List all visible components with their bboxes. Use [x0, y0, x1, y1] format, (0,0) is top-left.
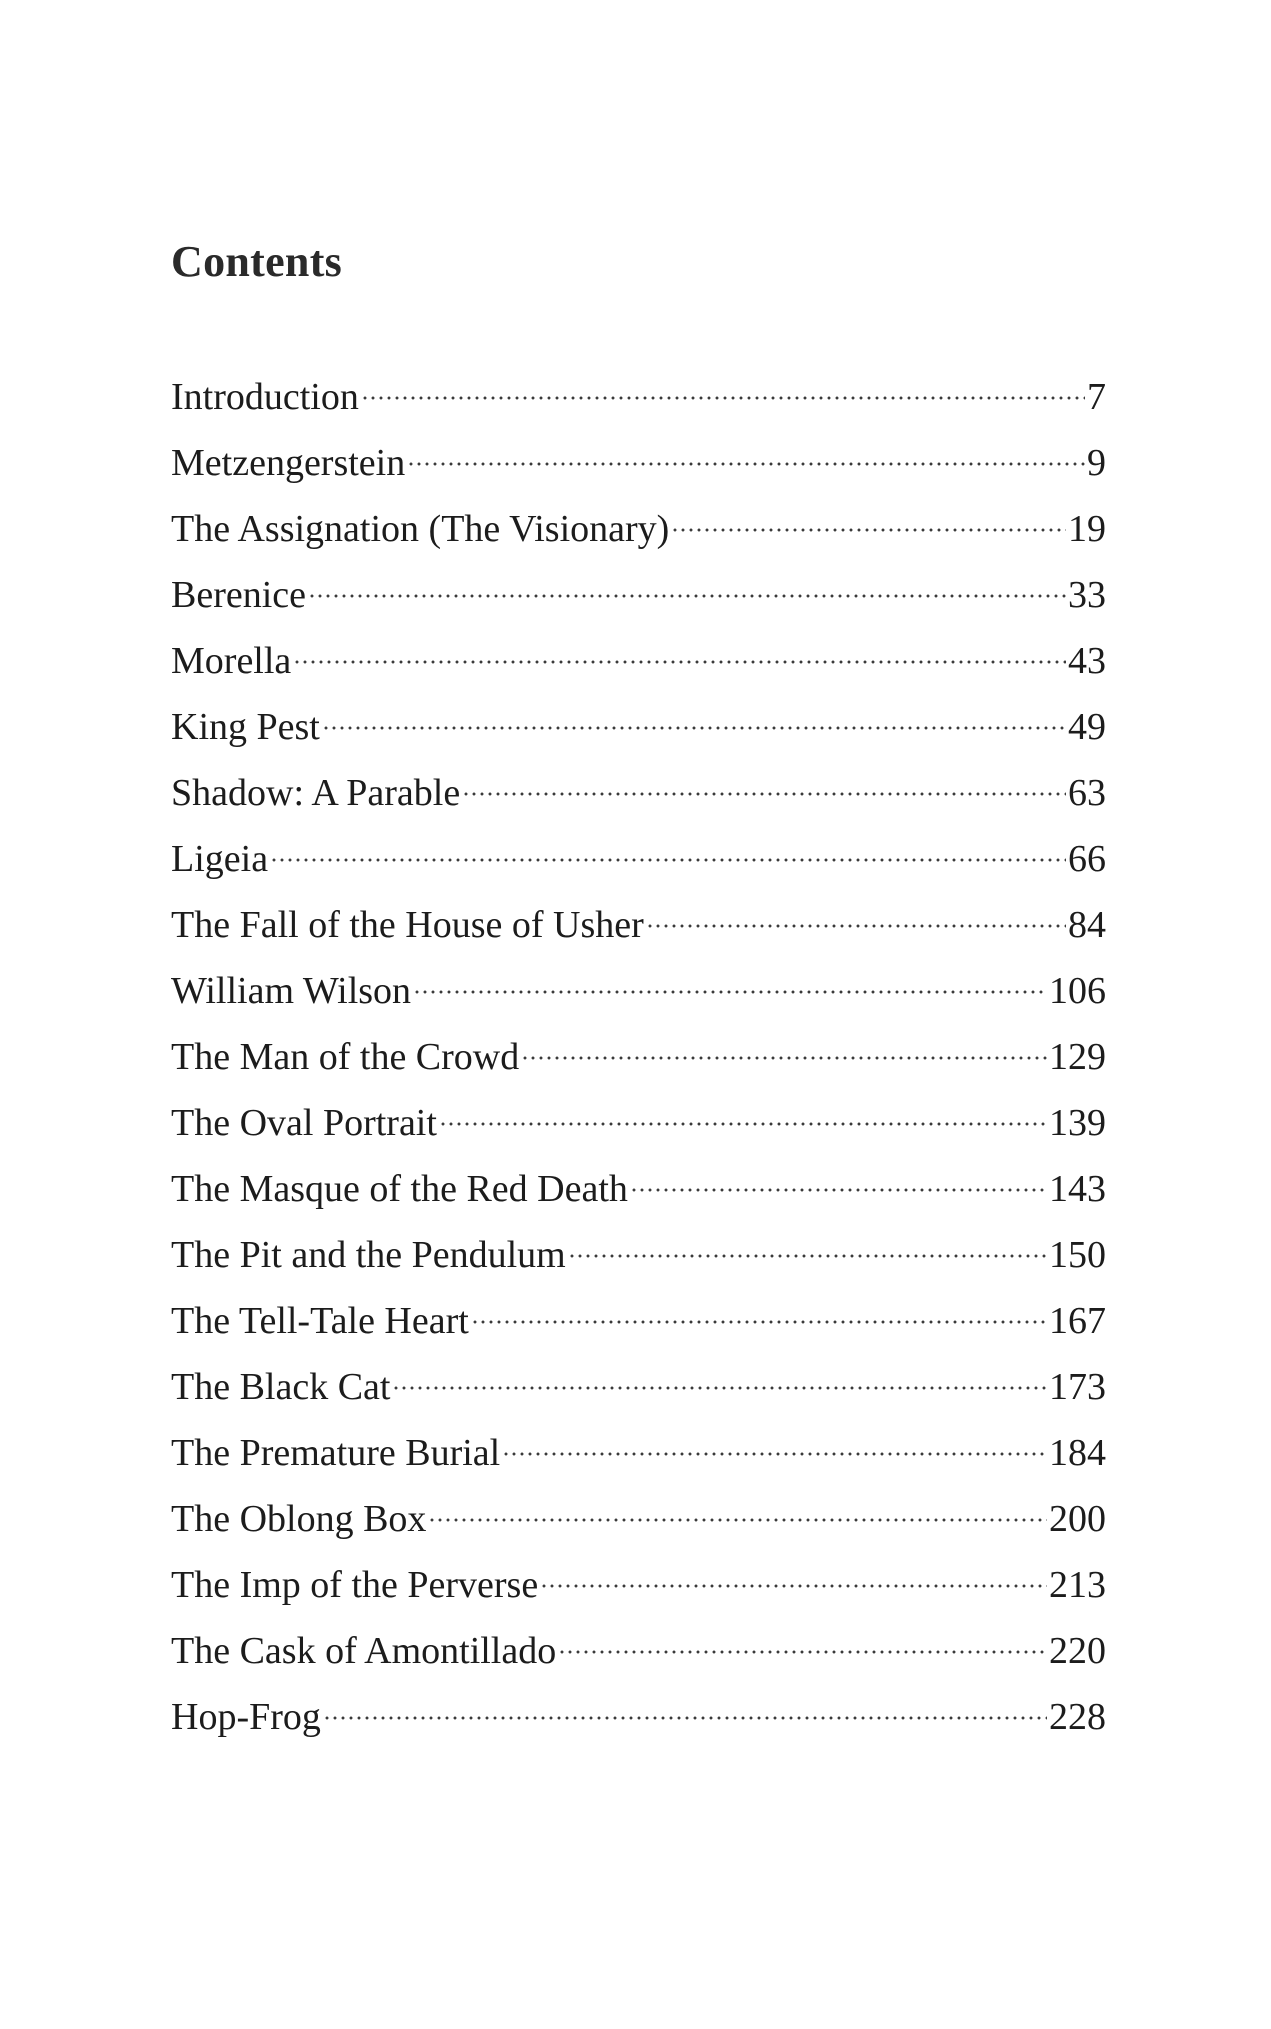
toc-entry: [171, 1552, 1106, 1618]
dot-leader: [568, 1251, 1047, 1261]
dot-leader: [439, 1119, 1047, 1129]
toc-entry-title: The Premature Burial: [171, 1432, 501, 1474]
toc-entry-title: The Pit and the Pendulum: [171, 1234, 566, 1276]
toc-entry: [171, 1222, 1106, 1288]
toc-entry: [171, 1090, 1106, 1156]
toc-entry: [171, 1486, 1106, 1552]
toc-entry-page-number: 49: [1068, 706, 1106, 748]
toc-entry: [171, 958, 1106, 1024]
toc-entry: [171, 496, 1106, 562]
dot-leader: [428, 1515, 1047, 1525]
toc-entry: [171, 760, 1106, 826]
toc-entry-title: Shadow: A Parable: [171, 772, 461, 814]
toc-entry-page-number: 184: [1049, 1432, 1106, 1474]
toc-entry-page-number: 33: [1068, 574, 1106, 616]
toc-entry-title: The Masque of the Red Death: [171, 1168, 628, 1210]
page-title: Contents: [171, 237, 343, 286]
toc-entry-page-number: 150: [1049, 1234, 1106, 1276]
toc-entry-page-number: 84: [1068, 904, 1106, 946]
toc-entry-title: Morella: [171, 640, 292, 682]
toc-entry-title: William Wilson: [171, 970, 412, 1012]
toc-entry: [171, 430, 1106, 496]
dot-leader: [323, 1713, 1047, 1723]
toc-entry: [171, 694, 1106, 760]
dot-leader: [270, 855, 1066, 865]
toc-entry-title: Metzengerstein: [171, 442, 406, 484]
toc-entry-page-number: 106: [1049, 970, 1106, 1012]
dot-leader: [471, 1317, 1047, 1327]
toc-entry-title: The Assignation (The Visionary): [171, 508, 670, 550]
toc-entry-title: The Cask of Amontillado: [171, 1630, 557, 1672]
toc-entry-page-number: 139: [1049, 1102, 1106, 1144]
toc-entry-page-number: 129: [1049, 1036, 1106, 1078]
dot-leader: [407, 459, 1085, 469]
toc-entry-page-number: 9: [1087, 442, 1106, 484]
dot-leader: [521, 1053, 1047, 1063]
dot-leader: [671, 525, 1066, 535]
toc-entry: [171, 562, 1106, 628]
dot-leader: [558, 1647, 1047, 1657]
toc-entry: [171, 892, 1106, 958]
toc-entry-page-number: 43: [1068, 640, 1106, 682]
toc-entry-title: The Imp of the Perverse: [171, 1564, 539, 1606]
toc-entry-page-number: 63: [1068, 772, 1106, 814]
toc-entry-page-number: 66: [1068, 838, 1106, 880]
toc-entry-page-number: 7: [1087, 376, 1106, 418]
dot-leader: [293, 657, 1066, 667]
dot-leader: [392, 1383, 1047, 1393]
toc-entry-page-number: 167: [1049, 1300, 1106, 1342]
dot-leader: [502, 1449, 1047, 1459]
toc-entry-title: Hop-Frog: [171, 1696, 321, 1738]
toc-entry: [171, 1618, 1106, 1684]
toc-entry: [171, 826, 1106, 892]
dot-leader: [361, 393, 1085, 403]
toc-entry: [171, 1156, 1106, 1222]
toc-entry: [171, 1420, 1106, 1486]
dot-leader: [413, 987, 1047, 997]
toc-entry-title: The Man of the Crowd: [171, 1036, 520, 1078]
toc-entry-title: The Oblong Box: [171, 1498, 427, 1540]
toc-entry-page-number: 143: [1049, 1168, 1106, 1210]
toc-entry-page-number: 228: [1049, 1696, 1106, 1738]
toc-entry-page-number: 173: [1049, 1366, 1106, 1408]
toc-entry-title: The Black Cat: [171, 1366, 391, 1408]
toc-entry: [171, 1354, 1106, 1420]
toc-entry-title: The Tell-Tale Heart: [171, 1300, 469, 1342]
toc-entry-page-number: 213: [1049, 1564, 1106, 1606]
toc-entry-page-number: 220: [1049, 1630, 1106, 1672]
toc-entry-title: Ligeia: [171, 838, 269, 880]
toc-entry-title: The Oval Portrait: [171, 1102, 437, 1144]
toc-entry-title: The Fall of the House of Usher: [171, 904, 644, 946]
toc-entry: [171, 628, 1106, 694]
toc-entry-title: King Pest: [171, 706, 320, 748]
dot-leader: [646, 921, 1066, 931]
toc-entry: [171, 1024, 1106, 1090]
toc-entry-title: Introduction: [171, 376, 359, 418]
dot-leader: [630, 1185, 1047, 1195]
dot-leader: [308, 591, 1066, 601]
dot-leader: [322, 723, 1066, 733]
toc-entry: [171, 1684, 1106, 1750]
toc-entry: [171, 364, 1106, 430]
toc-entry: [171, 1288, 1106, 1354]
table-of-contents: [171, 364, 1106, 1750]
toc-entry-page-number: 200: [1049, 1498, 1106, 1540]
toc-entry-page-number: 19: [1068, 508, 1106, 550]
toc-entry-title: Berenice: [171, 574, 307, 616]
dot-leader: [462, 789, 1066, 799]
dot-leader: [540, 1581, 1047, 1591]
